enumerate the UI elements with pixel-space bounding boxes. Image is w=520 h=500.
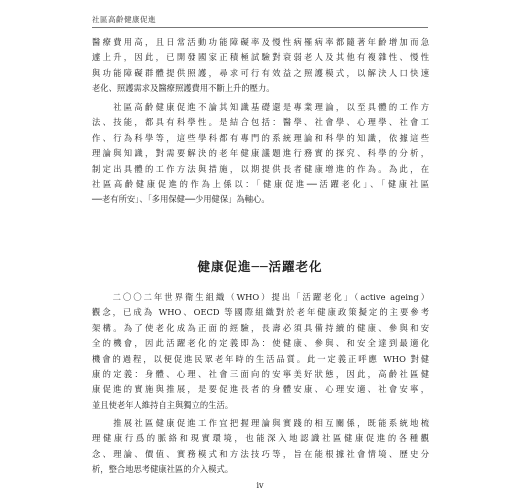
text-line: 理論與知識，對需要解決的老年健康議題進行務實的探究、科學的分析， bbox=[92, 148, 429, 159]
text-line: 推展社區健康促進工作宜把握理論與實踐的相互關係，既能系統地梳 bbox=[92, 418, 429, 428]
paragraph-2 bbox=[92, 100, 429, 208]
text-line: 康促進的實施與推展，是要促進長者的身體安康、心理安適、社會安寧， bbox=[92, 384, 429, 395]
text-line: 念、理論、價值、實務模式和方法技巧等，旨在能根據社會情境、歷史分 bbox=[92, 448, 429, 459]
text-line: 作、行為科學等，這些學科都有專門的系統理論和科學的知識，依據這些 bbox=[92, 132, 429, 143]
text-line: 架構。為了使老化成為正面的經驗，長壽必須具備持續的健康、參與和安 bbox=[92, 322, 429, 333]
text-line: 全的機會，因此活躍老化的定義即為：使健康、參與、和安全達到最適化 bbox=[92, 338, 429, 349]
paragraph-4 bbox=[92, 416, 429, 478]
paragraph-1 bbox=[92, 35, 429, 97]
header-divider bbox=[92, 27, 428, 28]
text-line: 二〇〇二年世界衛生組織（WHO）提出「活躍老化」（active ageing） bbox=[92, 292, 429, 302]
text-line: 老化、照護需求及醫療照護費用不斷上升的壓力。 bbox=[92, 83, 275, 94]
running-header: 社區高齡健康促進 bbox=[92, 15, 156, 24]
section-heading: 健康促進──活躍老化 bbox=[197, 259, 323, 274]
text-line: 制定出具體的工作方法與措施，以期提供長者健康增進的作為。為此，在 bbox=[92, 163, 429, 174]
text-line: 遽上升，因此，已開發國家正積極試驗對衰弱老人及其他有複雜性、慢性 bbox=[92, 52, 429, 63]
text-line: 康的定義：身體、心理、社會三面向的安寧美好狀態，因此，高齡社區健 bbox=[92, 369, 429, 380]
text-line: 並且使老年人維持自主與獨立的生活。 bbox=[92, 399, 234, 410]
text-line: 觀念，已成為 WHO、OECD 等國際組織對於老年健康政策擬定的主要參考 bbox=[92, 307, 429, 318]
text-line: 與功能障礙群體提供照護，尋求可行有效益之照護模式，以解決人口快速 bbox=[92, 67, 429, 78]
text-line: 社區高齡健康促進不論其知識基礎還是專業理論，以至具體的工作方 bbox=[92, 102, 429, 112]
text-line: ──老有所安」、「多用保健──少用健保」為軸心。 bbox=[92, 194, 270, 205]
text-line: 機會的過程，以便促進民眾老年時的生活品質。此一定義正呼應 WHO 對健 bbox=[92, 353, 429, 364]
text-line: 法、技能，都具有科學性。是結合包括：醫學、社會學、心理學、社會工 bbox=[92, 117, 429, 128]
text-line: 社區高齡健康促進的作為上係以：「健康促進──活躍老化」、「健康社區 bbox=[92, 179, 429, 190]
text-line: 醫療費用高，且日常活動功能障礙率及慢性病罹病率都隨著年齡增加而急 bbox=[92, 37, 429, 47]
text-line: 理健康行爲的脈絡和現實環境，也能深入地認識社區健康促進的各種觀 bbox=[92, 433, 429, 444]
page-number: iv bbox=[256, 481, 264, 490]
paragraph-3 bbox=[92, 290, 429, 413]
text-line: 析，整合地思考健康社區的介入模式。 bbox=[92, 464, 234, 475]
